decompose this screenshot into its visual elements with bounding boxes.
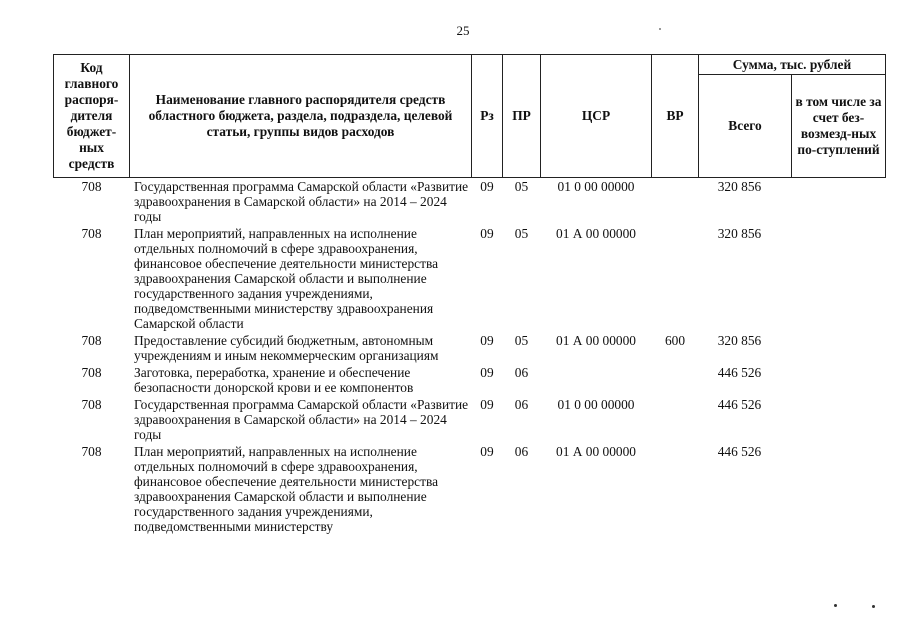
cell-rz: 09 <box>480 333 494 348</box>
table-row <box>54 443 886 535</box>
cell-vr <box>652 396 699 443</box>
budget-table <box>53 54 886 535</box>
scan-speck <box>872 605 875 608</box>
cell-pr: 06 <box>514 365 529 380</box>
cell-code: 708 <box>81 444 102 459</box>
cell-code: 708 <box>81 179 102 194</box>
cell-pr: 06 <box>514 397 529 412</box>
table-row <box>54 225 886 332</box>
table-row <box>54 364 886 396</box>
cell-gratuitous <box>792 225 886 332</box>
cell-total: 446 526 <box>717 365 762 380</box>
header-vr: ВР <box>652 55 699 178</box>
table-body <box>54 178 886 536</box>
cell-rz: 09 <box>480 444 494 459</box>
cell-total: 446 526 <box>717 397 762 412</box>
header-rz: Рз <box>472 55 503 178</box>
cell-name: Государственная программа Самарской области «Развитие здравоохранения в Самарской области» на 2014 – 2024 годы <box>134 179 469 224</box>
cell-rz: 09 <box>480 397 494 412</box>
page-number: 25 <box>456 23 470 38</box>
cell-vr <box>652 178 699 226</box>
table-row <box>54 396 886 443</box>
cell-csr: 01 0 00 00000 <box>557 397 635 412</box>
cell-gratuitous <box>792 396 886 443</box>
table-row <box>54 178 886 226</box>
cell-rz: 09 <box>480 179 494 194</box>
header-name: Наименование главного распорядителя средств областного бюджета, раздела, подраздела, целевой статьи, группы видов расходов <box>130 55 472 178</box>
cell-total: 320 856 <box>717 179 762 194</box>
cell-gratuitous <box>792 332 886 364</box>
cell-csr <box>541 364 652 396</box>
cell-vr <box>652 225 699 332</box>
cell-total: 320 856 <box>717 226 762 241</box>
cell-csr: 01 0 00 00000 <box>557 179 635 194</box>
cell-code: 708 <box>81 333 102 348</box>
cell-total: 320 856 <box>717 333 762 348</box>
scan-speck <box>834 604 837 607</box>
cell-pr: 05 <box>514 333 529 348</box>
cell-pr: 06 <box>514 444 529 459</box>
scan-speck <box>659 28 661 30</box>
cell-name: План мероприятий, направленных на исполнение отдельных полномочий в сфере здравоохранения, финансовое обеспечение деятельности министерства здравоохранения Самарской области и выполнение государственного задания учреждениями, подведомственными министерству здравоохранения Самарской области <box>134 226 439 331</box>
cell-pr: 05 <box>514 179 529 194</box>
header-total: Всего <box>699 75 792 178</box>
header-sum: Сумма, тыс. рублей <box>699 55 886 75</box>
header-code: Код главного распоря-дителя бюджет-ных средств <box>54 55 130 178</box>
cell-gratuitous <box>792 443 886 535</box>
header-csr: ЦСР <box>541 55 652 178</box>
cell-rz: 09 <box>480 365 494 380</box>
table-row <box>54 332 886 364</box>
cell-vr <box>652 364 699 396</box>
cell-name: Предоставление субсидий бюджетным, автономным учреждениям и иным некоммерческим организациям <box>134 333 439 363</box>
table-header <box>54 55 886 178</box>
cell-vr <box>652 443 699 535</box>
cell-vr: 600 <box>664 333 686 348</box>
cell-csr: 01 А 00 00000 <box>556 333 636 348</box>
cell-rz: 09 <box>480 226 494 241</box>
cell-total: 446 526 <box>717 444 762 459</box>
cell-name: Заготовка, переработка, хранение и обеспечение безопасности донорской крови и ее компонентов <box>134 365 414 395</box>
cell-code: 708 <box>81 365 102 380</box>
header-gratuitous: в том числе за счет без-возмезд-ных по-ступлений <box>792 75 886 178</box>
header-pr: ПР <box>503 55 541 178</box>
cell-code: 708 <box>81 397 102 412</box>
cell-csr: 01 А 00 00000 <box>556 444 636 459</box>
cell-pr: 05 <box>514 226 529 241</box>
cell-gratuitous <box>792 364 886 396</box>
cell-gratuitous <box>792 178 886 226</box>
cell-csr: 01 А 00 00000 <box>556 226 636 241</box>
cell-code: 708 <box>81 226 102 241</box>
cell-name: Государственная программа Самарской области «Развитие здравоохранения в Самарской области» на 2014 – 2024 годы <box>134 397 469 442</box>
cell-name: План мероприятий, направленных на исполнение отдельных полномочий в сфере здравоохранения, финансовое обеспечение деятельности министерства здравоохранения Самарской области и выполнение государственного задания учреждениями, подведомственными министерству <box>134 444 439 534</box>
